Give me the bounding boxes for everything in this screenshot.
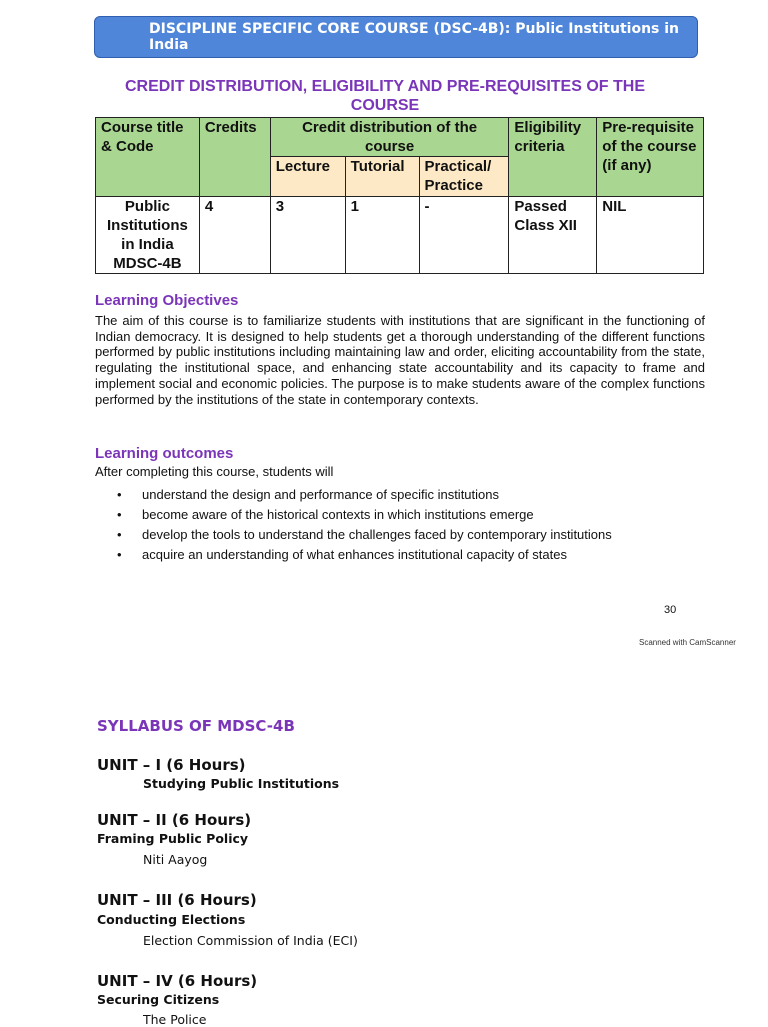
outcome-item: • acquire an understanding of what enhances institutional capacity of states (142, 545, 612, 565)
cell-lecture: 3 (270, 197, 345, 274)
header-prerequisite: Pre-requisite of the course (if any) (597, 118, 704, 197)
header-practical: Practical/ Practice (419, 157, 509, 197)
unit-title: UNIT – I (6 Hours) (97, 756, 246, 774)
unit-topic: Conducting Elections (97, 912, 246, 927)
header-credits: Credits (199, 118, 270, 197)
unit-title: UNIT – II (6 Hours) (97, 811, 252, 829)
objectives-paragraph: The aim of this course is to familiarize students with institutions that are significant in the functioning of Indian democracy. It is designed to help students get a thorough understanding of the different functions performed by public institutions including maintaining law and order, eliciting accountability from the state, regulating the institutional space, and enhancing state accountability and its capacity to frame and implement social and economic policies. The purpose is to make students aware of the complex functions performed by the institutions of the state in contemporary contexts. (95, 313, 705, 407)
cell-practical: - (419, 197, 509, 274)
header-distribution: Credit distribution of the course (270, 118, 509, 157)
header-lecture: Lecture (270, 157, 345, 197)
banner-text: DISCIPLINE SPECIFIC CORE COURSE (DSC-4B): Public Institutions in India (149, 21, 680, 53)
unit-title: UNIT – III (6 Hours) (97, 891, 257, 909)
credit-heading: CREDIT DISTRIBUTION, ELIGIBILITY AND PRE-REQUISITES OF THE COURSE (124, 78, 646, 114)
unit-title: UNIT – IV (6 Hours) (97, 972, 258, 990)
unit-topic: Studying Public Institutions (143, 776, 340, 791)
outcome-item: • understand the design and performance of specific institutions (142, 485, 612, 505)
unit-subtopic: The Police (143, 1012, 207, 1027)
header-course: Course title & Code (96, 118, 200, 197)
credit-table (95, 117, 704, 274)
unit-topic: Securing Citizens (97, 992, 220, 1007)
cell-prerequisite: NIL (597, 197, 704, 274)
header-tutorial: Tutorial (345, 157, 419, 197)
outcomes-intro: After completing this course, students will (95, 464, 334, 479)
outcome-item: • develop the tools to understand the challenges faced by contemporary institutions (142, 525, 612, 545)
syllabus-heading: SYLLABUS OF MDSC-4B (97, 717, 295, 735)
header-eligibility: Eligibility criteria (509, 118, 597, 197)
scanner-note: Scanned with CamScanner (639, 638, 736, 647)
outcomes-heading: Learning outcomes (95, 445, 234, 462)
outcomes-list (96, 485, 612, 565)
cell-eligibility: Passed Class XII (509, 197, 597, 274)
unit-topic: Framing Public Policy (97, 831, 249, 846)
unit-subtopic: Niti Aayog (143, 852, 208, 867)
cell-course: Public Institutions in India MDSC-4B (96, 197, 200, 274)
outcome-item: • become aware of the historical contexts in which institutions emerge (142, 505, 612, 525)
cell-credits: 4 (199, 197, 270, 274)
cell-tutorial: 1 (345, 197, 419, 274)
unit-subtopic: Election Commission of India (ECI) (143, 933, 358, 948)
course-banner (94, 16, 698, 58)
objectives-heading: Learning Objectives (95, 292, 239, 309)
page-number: 30 (664, 604, 677, 616)
